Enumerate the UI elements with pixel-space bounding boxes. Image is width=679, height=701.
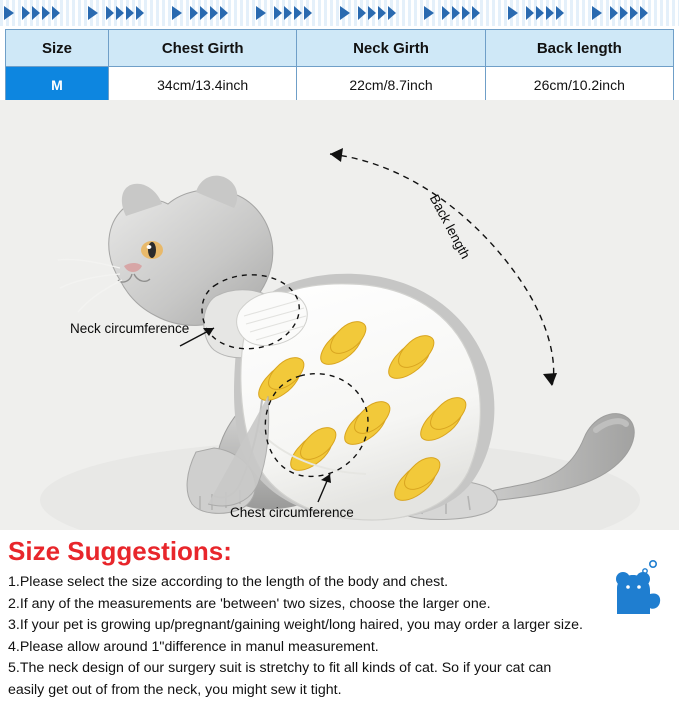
header-neck-girth: Neck Girth — [297, 30, 485, 67]
list-item: easily get out of from the neck, you might sew it tight. — [8, 681, 342, 698]
decorative-top-border — [0, 0, 679, 26]
border-arrow-row — [0, 4, 679, 22]
size-suggestions-title: Size Suggestions: — [8, 536, 232, 566]
cell-neck-girth: 22cm/8.7inch — [297, 67, 485, 104]
size-suggestions-list — [8, 572, 668, 701]
list-item: 1.Please select the size according to the length of the body and chest. — [8, 574, 449, 590]
cat-in-suit-illustration — [0, 100, 679, 530]
annotation-label-neck: Neck circumference — [70, 321, 190, 336]
table-row — [6, 67, 674, 104]
product-photo — [0, 100, 679, 530]
list-item: 4.Please allow around 1"difference in manul measurement. — [8, 638, 379, 655]
size-suggestions-section — [0, 530, 679, 696]
size-chart-table — [5, 29, 674, 104]
photo-illustration — [0, 100, 679, 530]
list-item: 3.If your pet is growing up/pregnant/gaining weight/long haired, you may order a larger size. — [8, 617, 583, 633]
cell-back-length: 26cm/10.2inch — [485, 67, 673, 104]
header-size: Size — [6, 30, 109, 67]
header-chest-girth: Chest Girth — [109, 30, 297, 67]
cell-chest-girth: 34cm/13.4inch — [109, 67, 297, 104]
border-arrows-svg — [0, 4, 679, 22]
annotation-label-chest: Chest circumference — [230, 505, 354, 520]
list-item: 5.The neck design of our surgery suit is stretchy to fit all kinds of cat. So if your cat can — [8, 660, 552, 676]
recovery-suit — [237, 284, 481, 520]
cell-size-value: M — [6, 67, 109, 104]
header-back-length: Back length — [485, 30, 673, 67]
size-chart-body — [6, 67, 674, 104]
size-chart-head — [6, 30, 674, 67]
annotation-label-back: Back length — [426, 192, 474, 262]
table-header-row — [6, 30, 674, 67]
list-item: 2.If any of the measurements are 'between' two sizes, choose the larger one. — [8, 595, 491, 612]
